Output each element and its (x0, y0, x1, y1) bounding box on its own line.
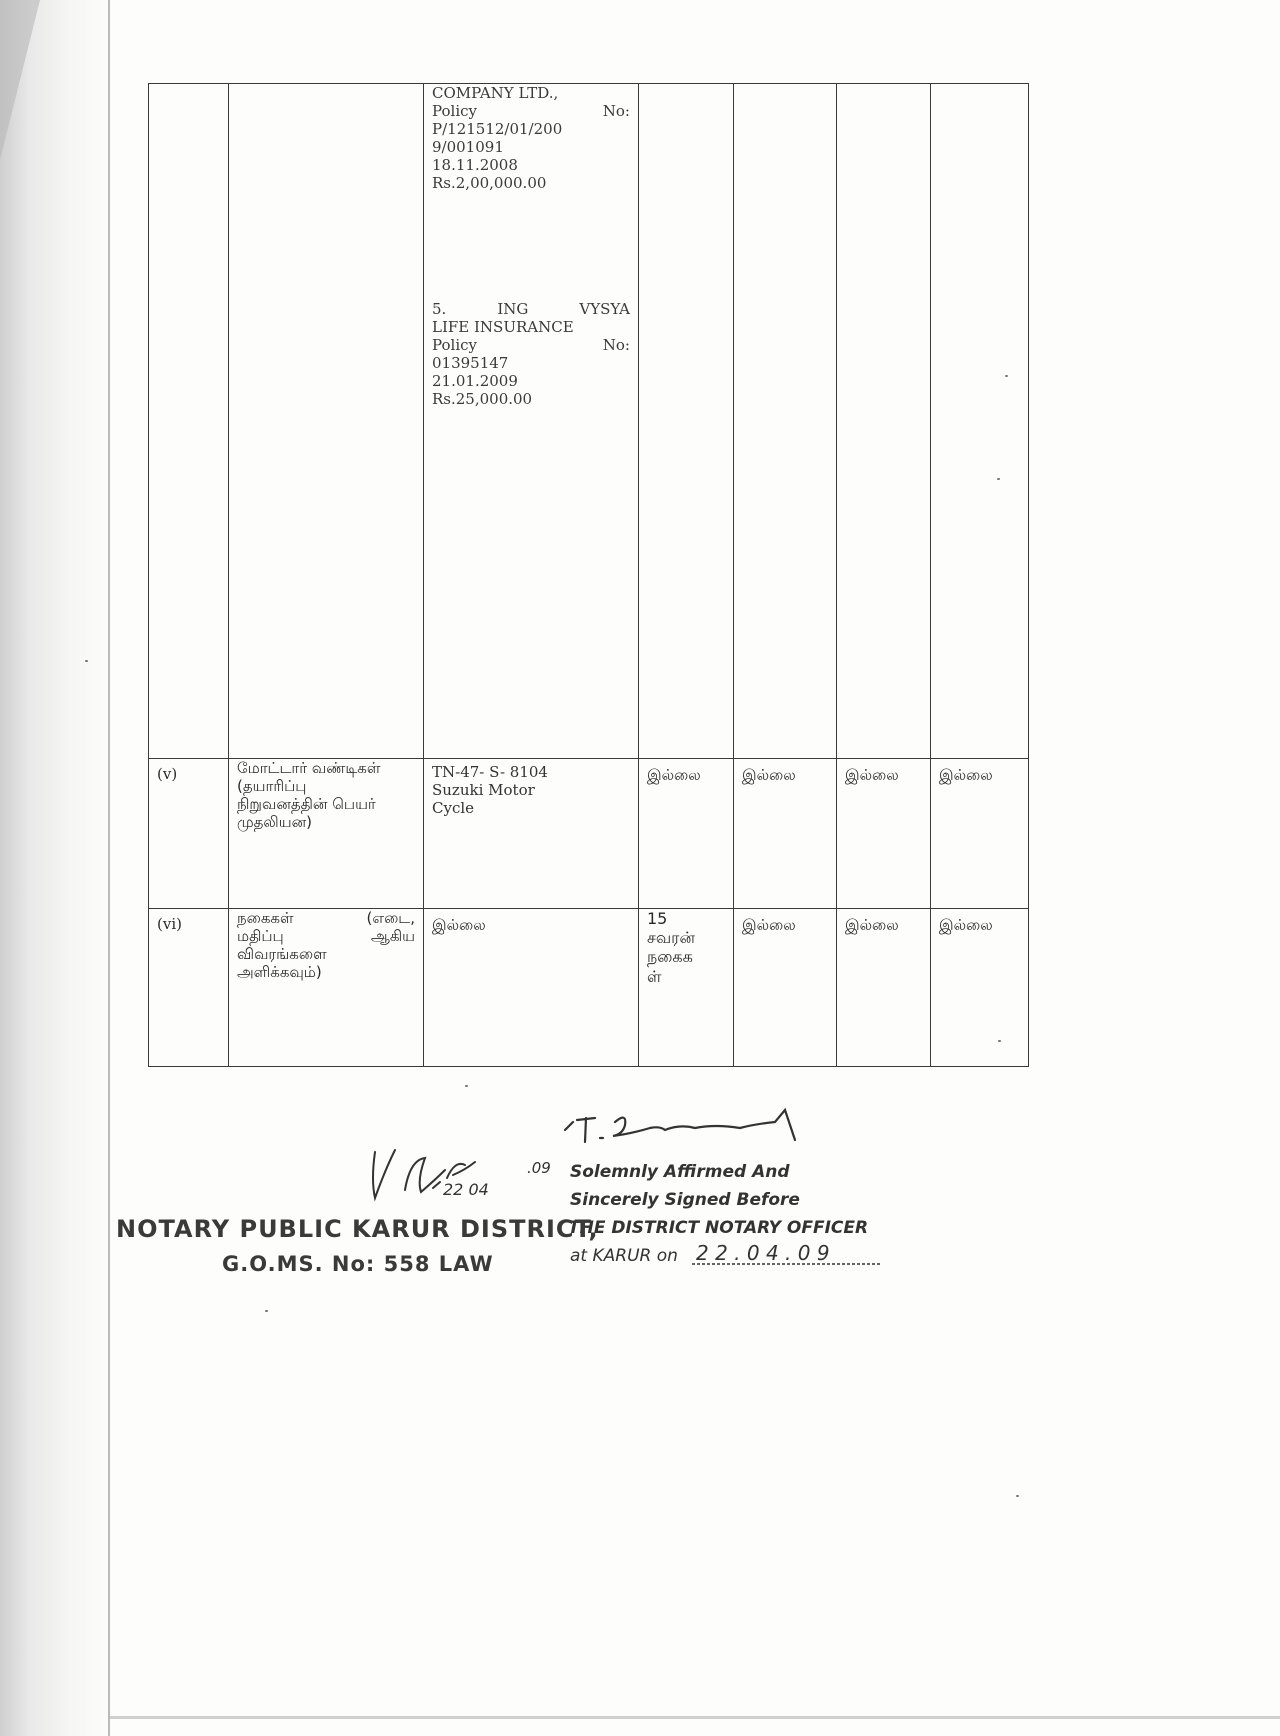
no-word-2: No: (602, 336, 630, 354)
cell-num-empty (149, 84, 229, 759)
stamp-line: Sincerely Signed Before (570, 1190, 800, 1210)
notary-signature (365, 1140, 585, 1210)
row-number: (vi) (149, 909, 229, 1067)
notary-public-stamp: NOTARY PUBLIC KARUR DISTRICT, (116, 1215, 599, 1243)
desc-line: விவரங்களை (237, 945, 327, 963)
cell-value: இல்லை (639, 759, 734, 909)
policy-date: 18.11.2008 (432, 156, 518, 174)
cell-empty (931, 84, 1029, 759)
svg-text:22 04: 22 04 (443, 1180, 489, 1199)
scan-left-edge (0, 0, 115, 1736)
scan-speck (1005, 375, 1008, 377)
qty-line: ள் (647, 966, 662, 986)
desc-word: நகைகள் (237, 909, 294, 927)
deponent-signature (555, 1100, 855, 1150)
policy-word-2: Policy (432, 336, 477, 354)
cell-value: இல்லை (837, 909, 931, 1067)
vehicle-reg-number: TN-47- S- 8104 (432, 763, 548, 781)
scan-corner-shadow (0, 0, 40, 160)
vysya-word: VYSYA (579, 300, 630, 318)
desc-word: ஆகிய (370, 927, 415, 945)
jewellery-asset: இல்லை (424, 909, 639, 1067)
desc-word: மதிப்பு (237, 927, 284, 945)
policy-amount-2: Rs.25,000.00 (432, 390, 533, 408)
policy-word: Policy (432, 102, 477, 120)
cell-value: இல்லை (931, 909, 1029, 1067)
policy-number-part1: P/121512/01/200 (432, 120, 563, 138)
stamp-line: Solemnly Affirmed And (570, 1162, 790, 1182)
svg-text:2 2 . 0 4 . 0 9: 2 2 . 0 4 . 0 9 (696, 1241, 830, 1265)
insurance-company-line: COMPANY LTD., (432, 84, 559, 102)
cell-empty (734, 84, 837, 759)
scan-speck (997, 478, 1000, 480)
desc-line-justified (237, 927, 415, 945)
qty-line: நகைக (647, 947, 693, 967)
stamp-line: at KARUR on (570, 1246, 678, 1266)
qty-line: 15 (647, 909, 668, 928)
stamp-line: THE DISTRICT NOTARY OFFICER (568, 1218, 869, 1238)
asset-declaration-table (148, 83, 1029, 1067)
cell-empty (639, 84, 734, 759)
no-word: No: (602, 102, 630, 120)
policy-no-label-2 (432, 336, 630, 354)
jewellery-quantity (639, 909, 734, 1067)
table-row-insurance (149, 84, 1029, 759)
goms-number-stamp: G.O.MS. No: 558 LAW (222, 1252, 494, 1276)
cell-desc-empty (229, 84, 424, 759)
table-row-jewellery (149, 909, 1029, 1067)
vehicle-type: Cycle (432, 799, 475, 817)
scan-speck (465, 1085, 468, 1087)
row-number: (v) (149, 759, 229, 909)
desc-line: மோட்டார் வண்டிகள் (237, 759, 381, 777)
cell-value: இல்லை (734, 909, 837, 1067)
desc-line: நிறுவனத்தின் பெயர் (237, 795, 376, 813)
qty-line: சவரன் (647, 928, 695, 948)
insurance-details-cell (424, 84, 639, 759)
cell-empty (837, 84, 931, 759)
vehicle-make: Suzuki Motor (432, 781, 535, 799)
scan-speck (998, 1040, 1001, 1042)
scan-speck (1016, 1495, 1019, 1497)
policy-number-part2: 9/001091 (432, 138, 504, 156)
scan-speck (265, 1310, 268, 1312)
life-insurance-line: LIFE INSURANCE (432, 318, 574, 336)
cell-value: இல்லை (734, 759, 837, 909)
desc-line: (தயாரிப்பு (237, 777, 307, 795)
policy-no-label (432, 102, 630, 120)
row-description (229, 759, 424, 909)
ing-word: ING (497, 300, 529, 318)
policy-date-2: 21.01.2009 (432, 372, 518, 390)
desc-line: அளிக்கவும்) (237, 963, 322, 981)
notary-stamp-affirmation (570, 1158, 900, 1270)
policy-amount: Rs.2,00,000.00 (432, 174, 547, 192)
cell-value: இல்லை (837, 759, 931, 909)
desc-line: முதலியன) (237, 813, 312, 831)
vehicle-details (424, 759, 639, 909)
ing-num: 5. (432, 300, 447, 318)
scan-edge-line (108, 0, 110, 1736)
scan-speck (85, 660, 88, 662)
scan-bottom-edge (110, 1716, 1280, 1719)
ing-vysya-line (432, 300, 630, 318)
svg-text:.09: .09 (527, 1159, 551, 1177)
cell-value: இல்லை (931, 759, 1029, 909)
desc-word: (எடை, (366, 909, 415, 927)
desc-line-justified (237, 909, 415, 927)
row-description (229, 909, 424, 1067)
table-row-motor-vehicles (149, 759, 1029, 909)
policy-number-2: 01395147 (432, 354, 509, 372)
